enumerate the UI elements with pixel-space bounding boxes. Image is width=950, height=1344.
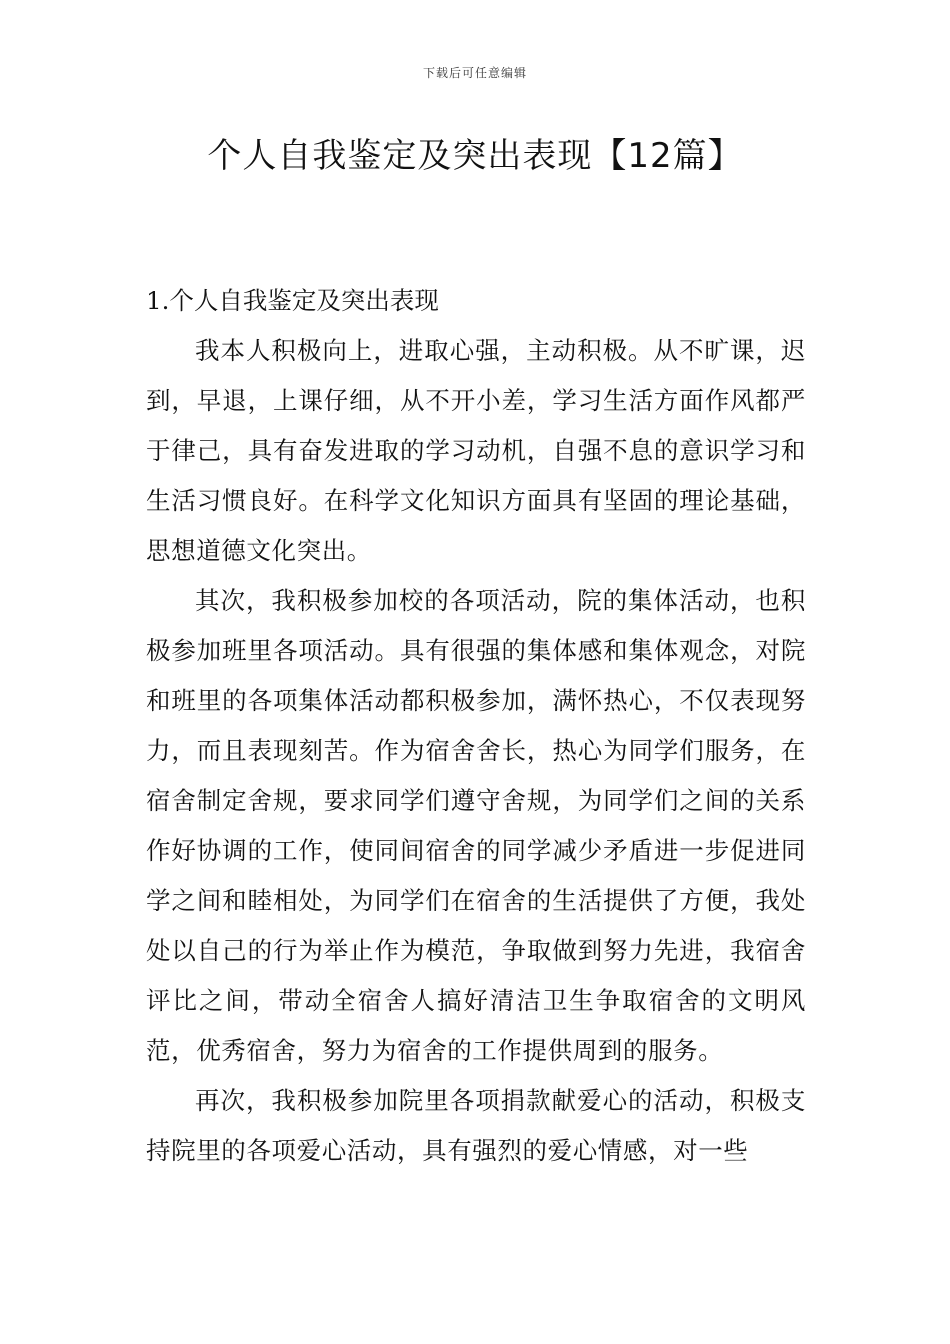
header-note: 下载后可任意编辑 (422, 66, 527, 80)
document-title: 个人自我鉴定及突出表现【12篇】 (207, 136, 743, 176)
paragraph-2: 其次，我积极参加校的各项活动，院的集体活动，也积极参加班里各项活动。具有很强的集体感和集体观念，对院和班里的各项集体活动都积极参加，满怀热心，不仅表现努力，而且表现刻苦。作为宿舍舍长，热心为同学们服务，在宿舍制定舍规，要求同学们遵守舍规，为同学们之间的关系作好协调的工作，使同间宿舍的同学减少矛盾进一步促进同学之间和睦相处，为同学们在宿舍的生活提供了方便，我处处以自己的行为举止作为模范，争取做到努力先进，我宿舍评比之间，带动全宿舍人搞好清洁卫生争取宿舍的文明风范，优秀宿舍，努力为宿舍的工作提供周到的服务。 (146, 586, 806, 1065)
section-heading: 1.个人自我鉴定及突出表现 (146, 286, 439, 315)
paragraph-1: 我本人积极向上，进取心强，主动积极。从不旷课，迟到，早退，上课仔细，从不开小差，学习生活方面作风都严于律己，具有奋发进取的学习动机，自强不息的意识学习和生活习惯良好。在科学文化知识方面具有坚固的理论基础，思想道德文化突出。 (146, 336, 806, 565)
paragraph-3: 再次，我积极参加院里各项捐款献爱心的活动，积极支持院里的各项爱心活动，具有强烈的爱心情感，对一些 (146, 1086, 806, 1165)
document-body (146, 276, 806, 1176)
